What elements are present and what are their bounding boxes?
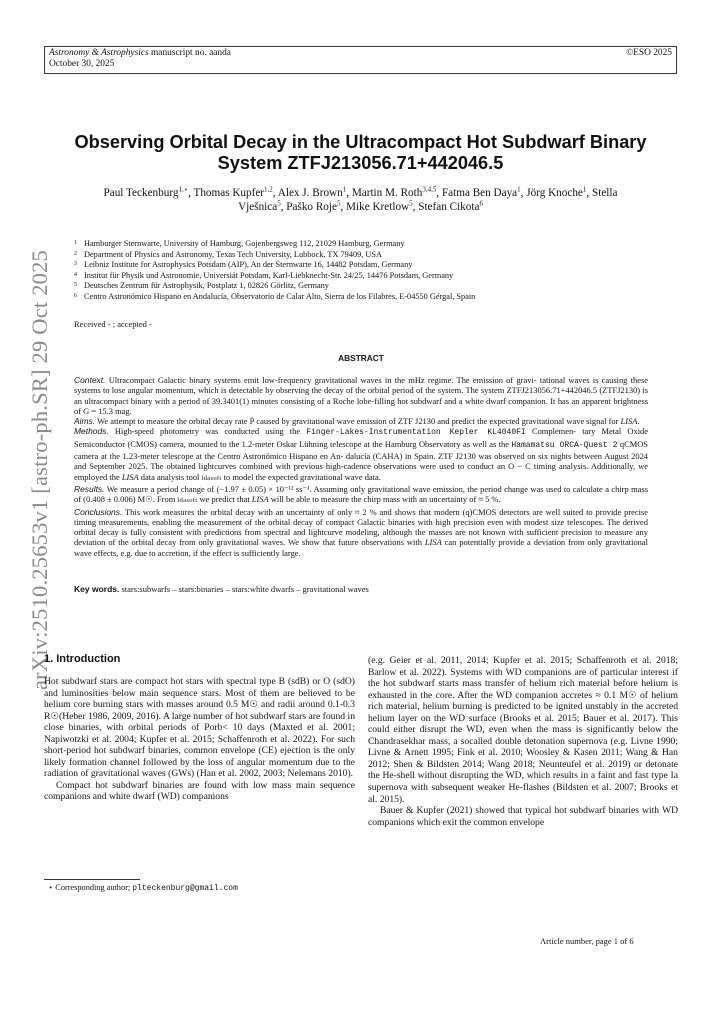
lisa-mention: LISA bbox=[620, 416, 638, 427]
author-email[interactable]: plteckenburg@gmail.com bbox=[132, 884, 238, 893]
author-name: Martin M. Roth bbox=[351, 187, 423, 199]
affiliation-list bbox=[74, 239, 674, 303]
lisa-mention: LISA bbox=[424, 537, 442, 548]
intro-paragraph bbox=[368, 655, 678, 805]
author-affiliation-mark: 1 bbox=[342, 185, 347, 194]
affiliation-text: Hamburger Sternwarte, University of Hamburg, Gojenbergsweg 112, 21029 Hamburg, Germany bbox=[84, 239, 405, 248]
text-line: et al. 2001; Napiwotzki et al. 2004; Kupfer et al. 2015; Schaf bbox=[44, 722, 355, 745]
text-line: ries, common envelope (CE) ejection is the only likely formation bbox=[44, 745, 355, 768]
conclusions-text: with high precision even with modest size telescopes. The derived orbital decay is fully consistent with predictions from spectral and bbox=[74, 516, 648, 538]
methods-text: qCMOS camera at the 1.23-meter telescope at the Centro Astronómico Hispano en An- bbox=[74, 438, 648, 462]
author-affiliation-mark: 1,2 bbox=[264, 185, 273, 194]
results-text: was used to calculate a chirp mass of (0.408 ± 0.006) M☉. From bbox=[74, 483, 648, 505]
author-name: Paško Roje bbox=[286, 201, 337, 213]
received-line: Received - ; accepted - bbox=[74, 319, 152, 329]
methods-label: Methods. bbox=[74, 426, 109, 437]
affiliation: 2 Department of Physics and Astronomy, Texas Tech University, Lubbock, TX 79409, USA bbox=[74, 249, 383, 259]
intro-right-column bbox=[368, 655, 678, 828]
keywords bbox=[74, 584, 648, 594]
author-affiliation-mark: 1 bbox=[582, 185, 587, 194]
methods-text: data analysis tool bbox=[140, 471, 200, 482]
footnote-text: Corresponding author; bbox=[55, 883, 131, 892]
author-affiliation-mark: 5 bbox=[409, 199, 413, 208]
journal-name: Astronomy & Astrophysics bbox=[49, 48, 149, 58]
context-line: Ultracompact Galactic binary systems emit low-frequency gravitational waves in the mHz regime. The emission of gravi- bbox=[108, 375, 537, 385]
author-affiliation-mark: 1 bbox=[517, 185, 521, 194]
affiliation-text: Centro Astronómico Hispano en Andalucía, Observatorio de Calar Alto, Sierra de los Filabres, E-04550 Gérgal, Spain bbox=[84, 291, 476, 301]
text-line: accreted helium layer on the WD surface (Brooks et al. 2015; bbox=[368, 701, 678, 724]
section-heading: 1. Introduction bbox=[44, 653, 121, 665]
arxiv-sidebar bbox=[22, 249, 58, 691]
aims-text: gravitational wave signal for bbox=[521, 416, 619, 427]
context-label: Context. bbox=[74, 375, 106, 385]
text-line: (sdB) or O (sdO) and luminosities below main sequence stars. bbox=[44, 676, 355, 699]
affiliation-text: Institut für Physik und Astronomie, Universiät Potsdam, Karl-Liebknecht-Str. 24/25, 14476 Potsdam, Germany bbox=[84, 270, 454, 280]
context-line: of the system. The system ZTFJ213056.71+442046.5 (ZTFJ2130) is an ultracompact binary with a period of 39.3401(1) minutes bbox=[74, 385, 648, 406]
text-line: masses around 0.5 M☉ and radii around 0.1-0.3 R☉(Heber 1986, bbox=[44, 699, 355, 722]
affiliation: 3 Leibniz Institute for Astrophysics Potsdam (AIP), An der Sternwarte 16, 14482 Potsdam, Germany bbox=[74, 260, 413, 270]
conclusions-label: Conclusions. bbox=[74, 506, 123, 517]
conclusions-text: This work measures the orbital decay with an uncertainty of only ≈ 2 % and shows that modern (q)CMOS detectors bbox=[125, 506, 530, 517]
abstract-conclusions bbox=[74, 507, 648, 558]
text-line: After the WD companion accretes ≈ 0.1 M☉ of helium rich ma bbox=[368, 689, 678, 713]
text-line: main sequence companions and white dwarf (WD) companions bbox=[44, 779, 355, 803]
methods-text: dalucía (CAHA) in Spain. ZTF J2130 was observed on six nights between August 2024 and September 2025. The obtained lightcurves bbox=[74, 451, 649, 472]
text-line: Bauer & Kupfer (2021) showed that typical hot subdwarf bi bbox=[380, 805, 617, 817]
affiliation-text: Deutsches Zentrum für Astrophysik, Postplatz 1, 02826 Görlitz, Germany bbox=[84, 281, 329, 291]
context-line: consisting of a Roche lobe-filling hot subdwarf and a white dwarf companion. It has an apparent brightness of G = 15.3 mag. bbox=[74, 395, 649, 416]
text-line: Bauer et al. 2017). This could either disrupt the WD, even when bbox=[368, 712, 678, 736]
text-line: the mass is significantly below the Chandrasekhar mass, a so bbox=[368, 724, 678, 747]
author-name: Fatma Ben Daya bbox=[441, 187, 518, 199]
arxiv-id: arXiv:2510.25653v1 [astro-ph.SR] 29 Oct 2025 bbox=[27, 249, 52, 691]
author-affiliation-mark: 3,4,5 bbox=[422, 185, 437, 194]
author-list bbox=[40, 186, 681, 214]
text-line: (e.g. Geier et al. 2011, 2014; Kupfer et al. 2015; Schaffenroth bbox=[368, 655, 627, 666]
text-line: et al. 2018; Barlow et al. 2022). Systems with WD companions bbox=[368, 655, 678, 678]
manuscript-date: October 30, 2025 bbox=[49, 59, 115, 69]
text-line: Most of them are believed to be helium core burning stars with bbox=[44, 687, 355, 711]
intro-left-column bbox=[44, 676, 355, 803]
methods-text: High-speed photometry was conducted using the bbox=[114, 426, 301, 437]
author-name: Vješnica bbox=[238, 201, 278, 213]
conclusions-text: are well suited to provide precise timing measurements, enabling the measurement of the orbital decay of compact Galactic binaries bbox=[74, 506, 648, 527]
abstract-results bbox=[74, 484, 648, 507]
text-line: are of particular interest if the hot subdwarf starts mass transfer bbox=[368, 666, 678, 690]
tool-name: ldasoft bbox=[177, 497, 198, 505]
manuscript-number: manuscript no. aanda bbox=[151, 48, 231, 58]
footnote-marker: ⋆ bbox=[48, 883, 54, 892]
paper-title bbox=[40, 132, 681, 174]
author-line-1: Paul Teckenburg$^{1,⋆}$, Thomas Kupfer$^{1,2}$, Alex J. Brown$^1$, Martin M. Roth$^{3,4,5}$, Fatma Ben Daya$^1$, Jörg Knoche$^1$, Stella bbox=[103, 185, 618, 199]
author-line-2: Vješnica$^5$, Paško Roje$^5$, Mike Kretlow$^5$, Stefan Cikota$^6$ bbox=[238, 199, 483, 213]
title-line-1: Observing Orbital Decay in the Ultracompact Hot Subdwarf Binary bbox=[74, 132, 647, 152]
abstract-aims: Aims. We attempt to measure the orbital decay rate Ṗ caused by gravitational wave emission of ZTF J2130 and predict the expected gravitational wave signal for LISA. bbox=[74, 416, 640, 427]
tool-name: ldasoft bbox=[201, 474, 222, 482]
author-name: Paul Teckenburg bbox=[103, 187, 179, 199]
text-line: terial, helium burning is predicted to be ignited unstably in the bbox=[397, 701, 644, 713]
results-text: with an uncertainty of ≈ 5 %. bbox=[401, 494, 501, 505]
footnote bbox=[48, 882, 238, 893]
aims-label: Aims. bbox=[74, 416, 96, 427]
methods-text: tary Metal Oxide Semiconductor (CMOS) camera, mounted to the 1.2-meter Oskar Lühning telescope at the Hamburg Observatory bbox=[74, 426, 649, 449]
lisa-mention: LISA bbox=[251, 494, 269, 505]
text-line: & Han 2012; Shen & Bildsten 2014; Wang 2018; Neunteufel bbox=[368, 747, 678, 770]
affiliation: 6 Centro Astronómico Hispano en Andalucía, Observatorio de Calar Alto, Sierra de los Filabres, E-04550 Gérgal, Spain bbox=[74, 291, 476, 301]
affiliation: 4 Institut für Physik und Astronomie, Universiät Potsdam, Karl-Liebknecht-Str. 24/25, 14476 Potsdam, Germany bbox=[74, 270, 454, 280]
methods-text: Complemen- bbox=[531, 426, 576, 437]
text-line: fenroth et al. 2022). For such short-period hot subdwarf bina bbox=[44, 733, 355, 757]
text-line: Hot subdwarf stars are compact hot stars with spectral type B bbox=[44, 676, 286, 687]
text-line: et al. 2019) or detonate the He-shell without disrupting the WD, bbox=[368, 758, 678, 782]
text-line: which results in a faint and fast type Ia supernova with sub bbox=[368, 770, 678, 794]
author-affiliation-mark: 5 bbox=[336, 199, 341, 208]
intro-paragraph bbox=[368, 805, 678, 828]
text-line: in close binaries, with orbital periods of Porb< 10 days (Maxted bbox=[44, 710, 356, 734]
text-line: Arnett 1995; Fink et al. 2010; Woosley & Kasen 2011; Wang bbox=[404, 747, 648, 759]
author-name: Stefan Cikota bbox=[418, 201, 480, 213]
page-number: Article number, page 1 of 6 bbox=[540, 936, 634, 946]
author-name: Alex J. Brown bbox=[277, 187, 343, 199]
text-line: naries with WD companions which exit the common envelope bbox=[368, 805, 678, 828]
author-name: Jörg Knoche bbox=[526, 187, 583, 199]
text-line: of helium rich material before helium is exhausted in the core. bbox=[368, 678, 678, 701]
text-line: channel followed by the loss of angular momentum due to the bbox=[109, 756, 355, 768]
affiliation: 5 Deutsches Zentrum für Astrophysik, Postplatz 1, 02826 Görlitz, Germany bbox=[74, 281, 329, 291]
abstract-heading: ABSTRACT bbox=[338, 353, 384, 363]
results-text: We measure a period change of (−1.97 ± 0.05) × 10⁻¹² ss⁻¹. Assuming only gravitational wave emission, the period change bbox=[106, 483, 528, 494]
footnote-rule bbox=[44, 879, 140, 880]
keywords-label: Key words. bbox=[74, 584, 120, 594]
camera-name: Hamamatsu ORCA-Quest 2 bbox=[511, 440, 618, 450]
text-line: sequent weaker He-flashes (Bildsten et al. 2007; Brooks et al. bbox=[368, 782, 678, 805]
conclusions-text: only gravitational waves. We show that future observations with bbox=[198, 537, 422, 548]
author-name: Thomas Kupfer bbox=[193, 187, 265, 199]
affiliation: 1 Hamburger Sternwarte, University of Hamburg, Gojenbergsweg 112, 21029 Hamburg, Germany bbox=[74, 239, 405, 248]
copyright: ©ESO 2025 bbox=[626, 48, 672, 58]
text-line: 2009, 2016). A large number of hot subdwarf stars are found bbox=[112, 710, 346, 722]
journal-header bbox=[44, 46, 677, 74]
text-line: called double detonation supernova (e.g. Livne 1990; Livne & bbox=[368, 735, 678, 759]
camera-name: Finger-Lakes-Instrumentation Kepler KL4040FI bbox=[306, 428, 526, 438]
keywords-text: stars:subwarfs – stars:binaries – stars:white dwarfs – gravitational waves bbox=[121, 584, 369, 594]
abstract-body bbox=[74, 375, 648, 558]
author-name: Mike Kretlow bbox=[346, 201, 410, 213]
author-affiliation-mark: 6 bbox=[479, 199, 483, 208]
author-affiliation-mark: 5 bbox=[277, 199, 281, 208]
text-line: Nelemans 2010). bbox=[287, 768, 354, 780]
context-line: tational waves is causing these systems to lose angular momentum, which is detectable by observing the decay of the orbital period bbox=[74, 375, 648, 396]
affiliation-text: Department of Physics and Astronomy, Texas Tech University, Lubbock, TX 79409, USA bbox=[84, 249, 383, 259]
author-name: Stella bbox=[591, 187, 618, 199]
conclusions-text: lightcurve modeling, although the masses are not known with sufficient precision to measure any deviation of the orbital decay from bbox=[74, 527, 648, 548]
text-line: 2015). bbox=[379, 793, 405, 805]
intro-paragraph bbox=[44, 780, 355, 803]
methods-text: as well as the bbox=[463, 438, 510, 449]
abstract-methods bbox=[74, 426, 648, 483]
methods-text: to model the expected gravitational wave data. bbox=[223, 471, 381, 482]
affiliation-text: Leibniz Institute for Astrophysics Potsdam (AIP), An der Sternwarte 16, 14482 Potsdam, Germany bbox=[84, 260, 413, 270]
conclusions-text: can potentially provide a deviation from only gravitational wave bbox=[74, 537, 648, 558]
text-line: Compact hot subdwarf binaries are found with low mass bbox=[56, 779, 292, 791]
author-affiliation-mark: 1,⋆ bbox=[178, 185, 189, 194]
intro-paragraph bbox=[44, 676, 355, 780]
abstract-context bbox=[74, 375, 648, 416]
lisa-mention: LISA bbox=[121, 471, 139, 482]
results-text: we predict that bbox=[199, 494, 250, 505]
title-line-2: System ZTFJ213056.71+442046.5 bbox=[217, 153, 504, 173]
journal-line bbox=[49, 48, 672, 59]
results-label: Results. bbox=[74, 483, 105, 494]
results-text: will be able to measure the chirp mass bbox=[270, 494, 400, 505]
aims-text: We attempt to measure the orbital decay rate Ṗ caused by gravitational wave emission of ZTF J2130 and predict the expected bbox=[97, 416, 520, 427]
conclusions-text: effects, e.g. due to accretion, if the effect is sufficiently large. bbox=[93, 547, 301, 558]
methods-text: combined with previous high-cadence observations were used to conduct an O − C timing analysis. Additionally, we employed the bbox=[74, 461, 649, 482]
text-line: radiation of gravitational waves (GWs) (Han et al. 2002, 2003; bbox=[44, 768, 286, 780]
